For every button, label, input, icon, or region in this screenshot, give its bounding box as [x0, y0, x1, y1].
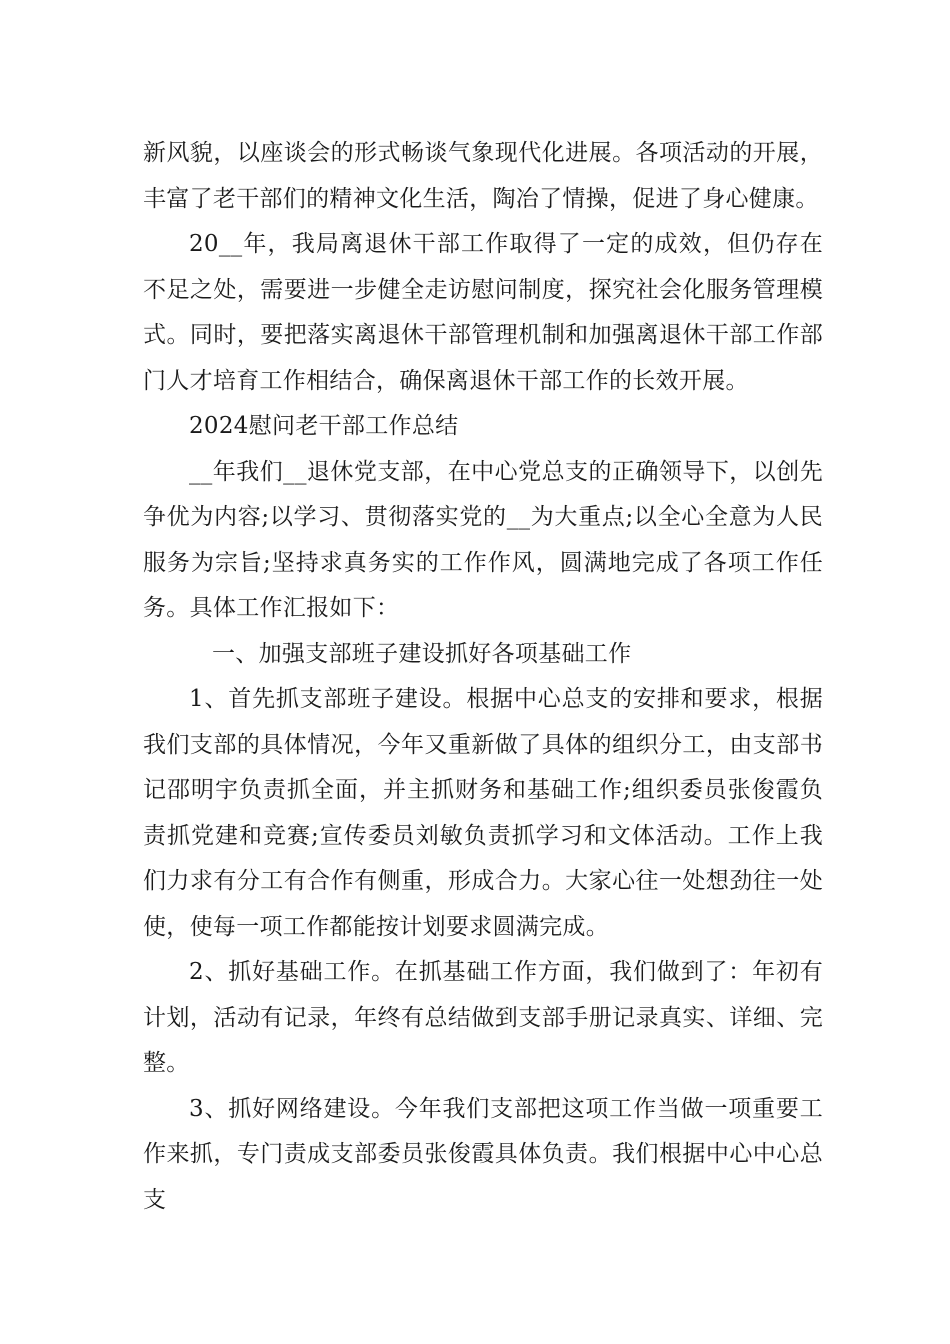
paragraph-summary-issues: 20__年，我局离退休干部工作取得了一定的成效，但仍存在不足之处，需要进一步健全走访慰问制度，探究社会化服务管理模式。同时，要把落实离退休干部管理机制和加强离退休干部工作部门人才培育工作相结合，确保离退休干部工作的长效开展。	[143, 231, 823, 394]
document-title: 2024慰问老干部工作总结	[189, 413, 459, 439]
paragraph-item-3: 3、抓好网络建设。今年我们支部把这项工作当做一项重要工作来抓，专门责成支部委员张俊霞具体负责。我们根据中心中心总支	[143, 1095, 823, 1213]
document-body	[143, 131, 823, 1223]
paragraph-continuation: 新风貌，以座谈会的形式畅谈气象现代化进展。各项活动的开展，丰富了老干部们的精神文化生活，陶冶了情操，促进了身心健康。	[143, 140, 823, 212]
paragraph-item-1: 1、首先抓支部班子建设。根据中心总支的安排和要求，根据我们支部的具体情况，今年又重新做了具体的组织分工，由支部书记邵明宇负责抓全面，并主抓财务和基础工作;组织委员张俊霞负责抓党建和竞赛;宣传委员刘敏负责抓学习和文体活动。工作上我们力求有分工有合作有侧重，形成合力。大家心往一处想劲往一处使，使每一项工作都能按计划要求圆满完成。	[143, 686, 823, 940]
paragraph-intro: __年我们__退休党支部，在中心党总支的正确领导下，以创先争优为内容;以学习、贯彻落实党的__为大重点;以全心全意为人民服务为宗旨;坚持求真务实的工作作风，圆满地完成了各项工作任务。具体工作汇报如下：	[143, 458, 823, 621]
section-heading-1: 一、加强支部班子建设抓好各项基础工作	[212, 640, 632, 667]
paragraph-item-2: 2、抓好基础工作。在抓基础工作方面，我们做到了：年初有计划，活动有记录，年终有总结做到支部手册记录真实、详细、完整。	[143, 959, 823, 1076]
